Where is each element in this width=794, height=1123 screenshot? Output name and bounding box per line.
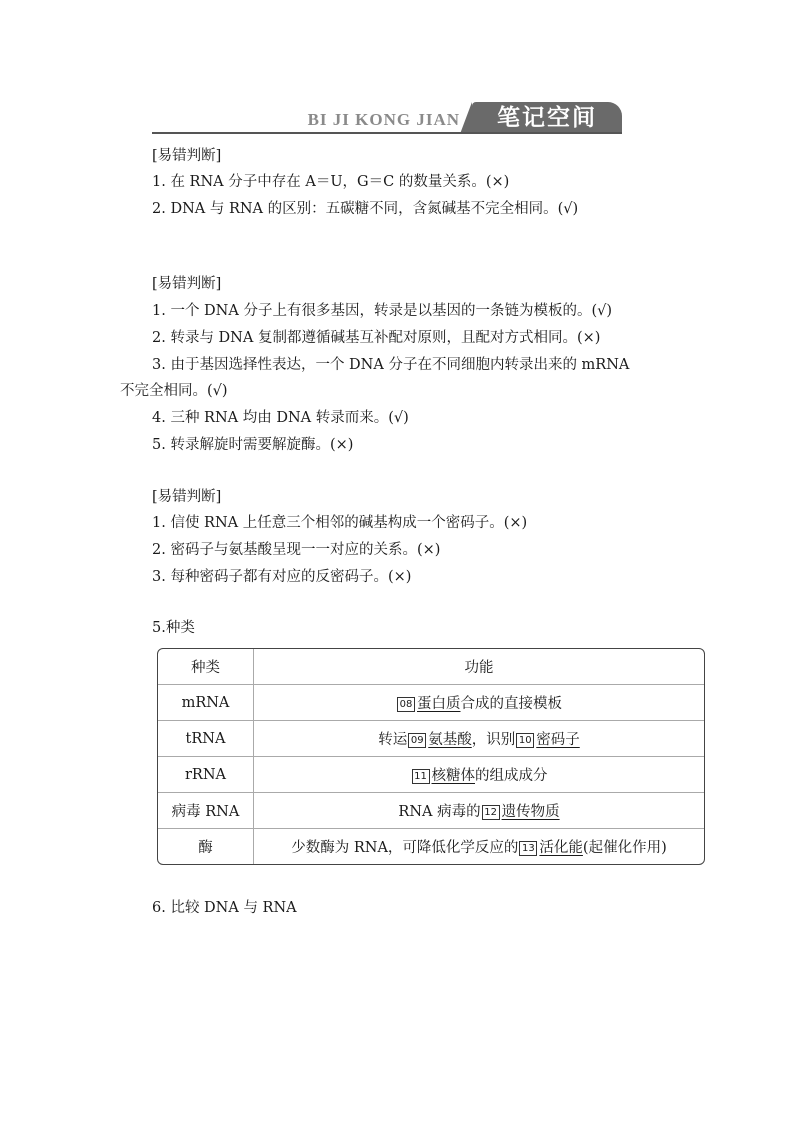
kind-cell: tRNA [158, 721, 254, 757]
section1-item-2: 2. DNA 与 RNA 的区别：五碳糖不同，含氮碱基不完全相同。(√) [152, 201, 579, 217]
table-row [158, 721, 704, 757]
header-rule [152, 132, 622, 134]
kind-cell: mRNA [158, 685, 254, 721]
section2-item-3: 3. 由于基因选择性表达，一个 DNA 分子在不同细胞内转录出来的 mRNA [152, 357, 630, 373]
section3-item-3: 3. 每种密码子都有对应的反密码子。(×) [152, 569, 412, 585]
section1-tag: [易错判断] [152, 148, 222, 164]
func-text: ，识别 [471, 732, 516, 748]
header-pinyin: BI JI KONG JIAN [307, 110, 460, 129]
compare-heading: 6. 比较 DNA 与 RNA [152, 900, 297, 916]
page-header [152, 100, 622, 134]
kind-cell: rRNA [158, 757, 254, 793]
col-func-header: 功能 [254, 649, 704, 685]
func-cell [254, 829, 704, 864]
table-row [158, 685, 704, 721]
func-cell [254, 721, 704, 757]
func-cell [254, 685, 704, 721]
answer-text: 氨基酸 [428, 732, 472, 748]
table-row [158, 793, 704, 829]
header-badge: 笔记空间 [472, 102, 622, 134]
func-text: 少数酶为 RNA，可降低化学反应的 [291, 840, 519, 856]
blank-number: 11 [412, 769, 430, 784]
func-cell [254, 793, 704, 829]
section1-item-1: 1. 在 RNA 分子中存在 A＝U，G＝C 的数量关系。(×) [152, 174, 510, 190]
kind-cell: 病毒 RNA [158, 793, 254, 829]
func-text: 合成的直接模板 [460, 696, 562, 712]
func-text: 的组成成分 [475, 768, 548, 784]
section3-item-1: 1. 信使 RNA 上任意三个相邻的碱基构成一个密码子。(×) [152, 515, 528, 531]
blank-number: 10 [516, 733, 534, 748]
section2-item-4: 4. 三种 RNA 均由 DNA 转录而来。(√) [152, 410, 409, 426]
func-text: 转运 [378, 732, 408, 748]
table-row [158, 829, 704, 864]
answer-text: 核糖体 [431, 768, 475, 784]
section2-item-2: 2. 转录与 DNA 复制都遵循碱基互补配对原则，且配对方式相同。(×) [152, 330, 601, 346]
func-cell [254, 757, 704, 793]
rna-kinds-table [157, 648, 705, 865]
blank-number: 12 [482, 805, 500, 820]
func-text: (起催化作用) [582, 840, 667, 856]
blank-number: 08 [397, 697, 415, 712]
section2-item-5: 5. 转录解旋时需要解旋酶。(×) [152, 437, 354, 453]
kind-cell: 酶 [158, 829, 254, 864]
section2-item-3-cont: 不完全相同。(√) [120, 383, 228, 399]
kinds-heading: 5.种类 [152, 620, 195, 636]
blank-number: 13 [519, 841, 537, 856]
func-text: RNA 病毒的 [398, 804, 481, 820]
section3-tag: [易错判断] [152, 489, 222, 505]
answer-text: 活化能 [539, 840, 583, 856]
section2-item-1: 1. 一个 DNA 分子上有很多基因，转录是以基因的一条链为模板的。(√) [152, 303, 612, 319]
col-kind-header: 种类 [158, 649, 254, 685]
section3-item-2: 2. 密码子与氨基酸呈现一一对应的关系。(×) [152, 542, 441, 558]
answer-text: 蛋白质 [417, 696, 461, 712]
table-row [158, 757, 704, 793]
answer-text: 密码子 [536, 732, 580, 748]
answer-text: 遗传物质 [501, 804, 560, 820]
table-header-row [158, 649, 704, 685]
blank-number: 09 [408, 733, 426, 748]
section2-tag: [易错判断] [152, 276, 222, 292]
